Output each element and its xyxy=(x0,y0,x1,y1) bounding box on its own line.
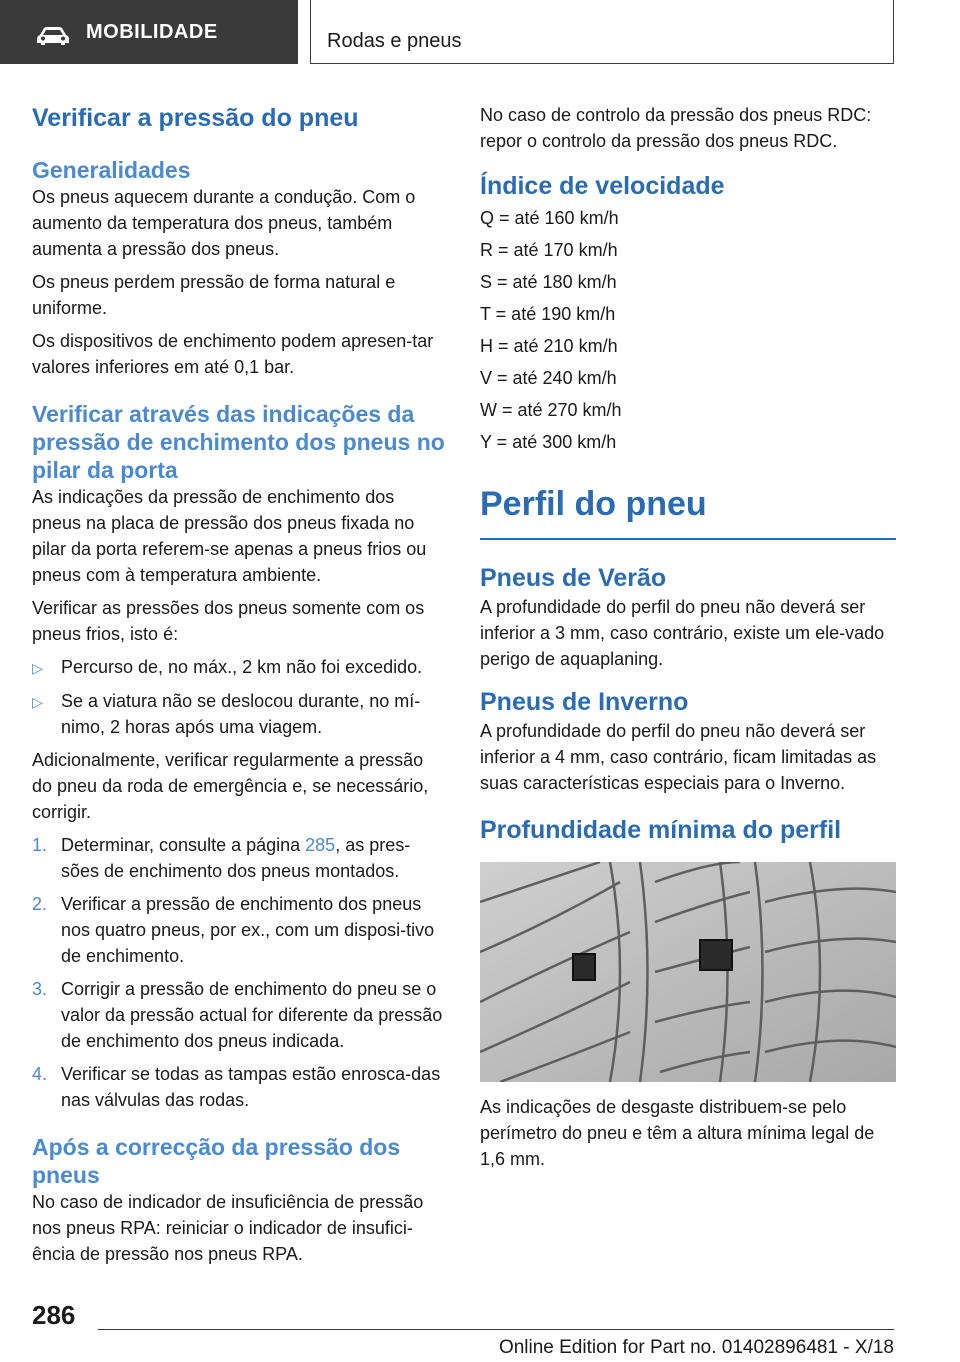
check-paragraph-3: Adicionalmente, verificar regularmente a pressão do pneu da roda de emergência e, se necessário, corrigir. xyxy=(32,750,429,822)
title-divider xyxy=(480,538,896,540)
summer-heading: Pneus de Verão xyxy=(480,564,667,592)
list-item xyxy=(32,1061,448,1113)
summer-paragraph: A profundidade do perfil do pneu não deverá ser inferior a 3 mm, caso contrário, existe um ele-vado perigo de aquaplaning. xyxy=(480,597,885,669)
speed-item: T = até 190 km/h xyxy=(480,304,616,324)
general-paragraph-3: Os dispositivos de enchimento podem apresen-tar valores inferiores em até 0,1 bar. xyxy=(32,331,434,377)
general-paragraph-2: Os pneus perdem pressão de forma natural e uniforme. xyxy=(32,272,396,318)
check-paragraph-2: Verificar as pressões dos pneus somente com os pneus frios, isto é: xyxy=(32,598,425,644)
step-text: Verificar se todas as tampas estão enrosca-das nas válvulas das rodas. xyxy=(61,1064,441,1110)
after-paragraph: No caso de indicador de insuficiência de pressão nos pneus RPA: reiniciar o indicador de insufici-ência de pressão nos pneus RPA. xyxy=(32,1192,424,1264)
step-number: 1. xyxy=(32,835,48,855)
min-depth-heading: Profundidade mínima do perfil xyxy=(480,816,842,844)
step-number: 2. xyxy=(32,894,48,914)
speed-item: R = até 170 km/h xyxy=(480,240,618,260)
step-number: 3. xyxy=(32,979,48,999)
page-link[interactable]: 285 xyxy=(305,835,336,855)
list-item xyxy=(32,654,448,681)
speed-item: W = até 270 km/h xyxy=(480,400,622,420)
general-paragraph-1: Os pneus aquecem durante a condução. Com o aumento da temperatura dos pneus, também aumenta a pressão dos pneus. xyxy=(32,187,416,259)
step-text: Determinar, consulte a página 285, as pres-sões de enchimento dos pneus montados. xyxy=(61,835,411,881)
check-heading: Verificar através das indicações da pressão de enchimento dos pneus no pilar da porta xyxy=(32,401,445,483)
step-text: Verificar a pressão de enchimento dos pneus nos quatro pneus, por ex., com um disposi-tivo de enchimento. xyxy=(61,894,435,966)
bullet-text: Percurso de, no máx., 2 km não foi excedido. xyxy=(61,657,423,677)
chapter-label: Rodas e pneus xyxy=(327,30,462,52)
left-column xyxy=(32,100,448,1267)
speed-item: V = até 240 km/h xyxy=(480,368,617,388)
car-icon xyxy=(36,26,70,46)
speed-item: Y = até 300 km/h xyxy=(480,432,617,452)
list-item xyxy=(32,688,448,740)
tyre-tread-image xyxy=(480,862,896,1082)
general-heading: Generalidades xyxy=(32,157,191,183)
winter-heading: Pneus de Inverno xyxy=(480,688,689,716)
after-heading: Após a correcção da pressão dos pneus xyxy=(32,1134,401,1188)
triangle-bullet-icon: ▷ xyxy=(32,694,43,710)
page-number: 286 xyxy=(32,1300,76,1330)
list-item xyxy=(32,891,448,969)
edition-label: Online Edition for Part no. 01402896481 - X/18 xyxy=(498,1337,894,1358)
check-paragraph-1: As indicações da pressão de enchimento dos pneus na placa de pressão dos pneus fixada no pilar da porta referem-se apenas a pneus frios ou pneus com à temperatura ambiente. xyxy=(32,487,427,585)
speed-item: S = até 180 km/h xyxy=(480,272,617,292)
min-depth-paragraph: As indicações de desgaste distribuem-se pelo perímetro do pneu e têm a altura mínima legal de 1,6 mm. xyxy=(480,1097,875,1169)
bullet-text: Se a viatura não se deslocou durante, no mí-nimo, 2 horas após uma viagem. xyxy=(61,691,421,737)
rdc-paragraph: No caso de controlo da pressão dos pneus RDC: repor o controlo da pressão dos pneus RDC. xyxy=(480,105,872,151)
speed-list xyxy=(480,202,896,458)
triangle-bullet-icon: ▷ xyxy=(32,660,43,676)
speed-item: H = até 210 km/h xyxy=(480,336,618,356)
list-item xyxy=(32,976,448,1054)
step-number: 4. xyxy=(32,1064,48,1084)
list-item xyxy=(32,832,448,884)
winter-paragraph: A profundidade do perfil do pneu não deverá ser inferior a 4 mm, caso contrário, ficam limitadas as suas características especiais para o Inverno. xyxy=(480,721,877,793)
header-chapter-tab xyxy=(310,0,894,64)
speed-item: Q = até 160 km/h xyxy=(480,208,619,228)
right-column xyxy=(480,100,896,1172)
page-title: Verificar a pressão do pneu xyxy=(32,104,359,132)
step-text: Corrigir a pressão de enchimento do pneu se o valor da pressão actual for diferente da pressão de enchimento dos pneus indicada. xyxy=(61,979,443,1051)
speed-heading: Índice de velocidade xyxy=(480,172,725,200)
footer-divider xyxy=(98,1329,894,1330)
section-label: MOBILIDADE xyxy=(86,21,218,43)
profile-title: Perfil do pneu xyxy=(480,485,707,523)
header-section-tab xyxy=(0,0,298,64)
